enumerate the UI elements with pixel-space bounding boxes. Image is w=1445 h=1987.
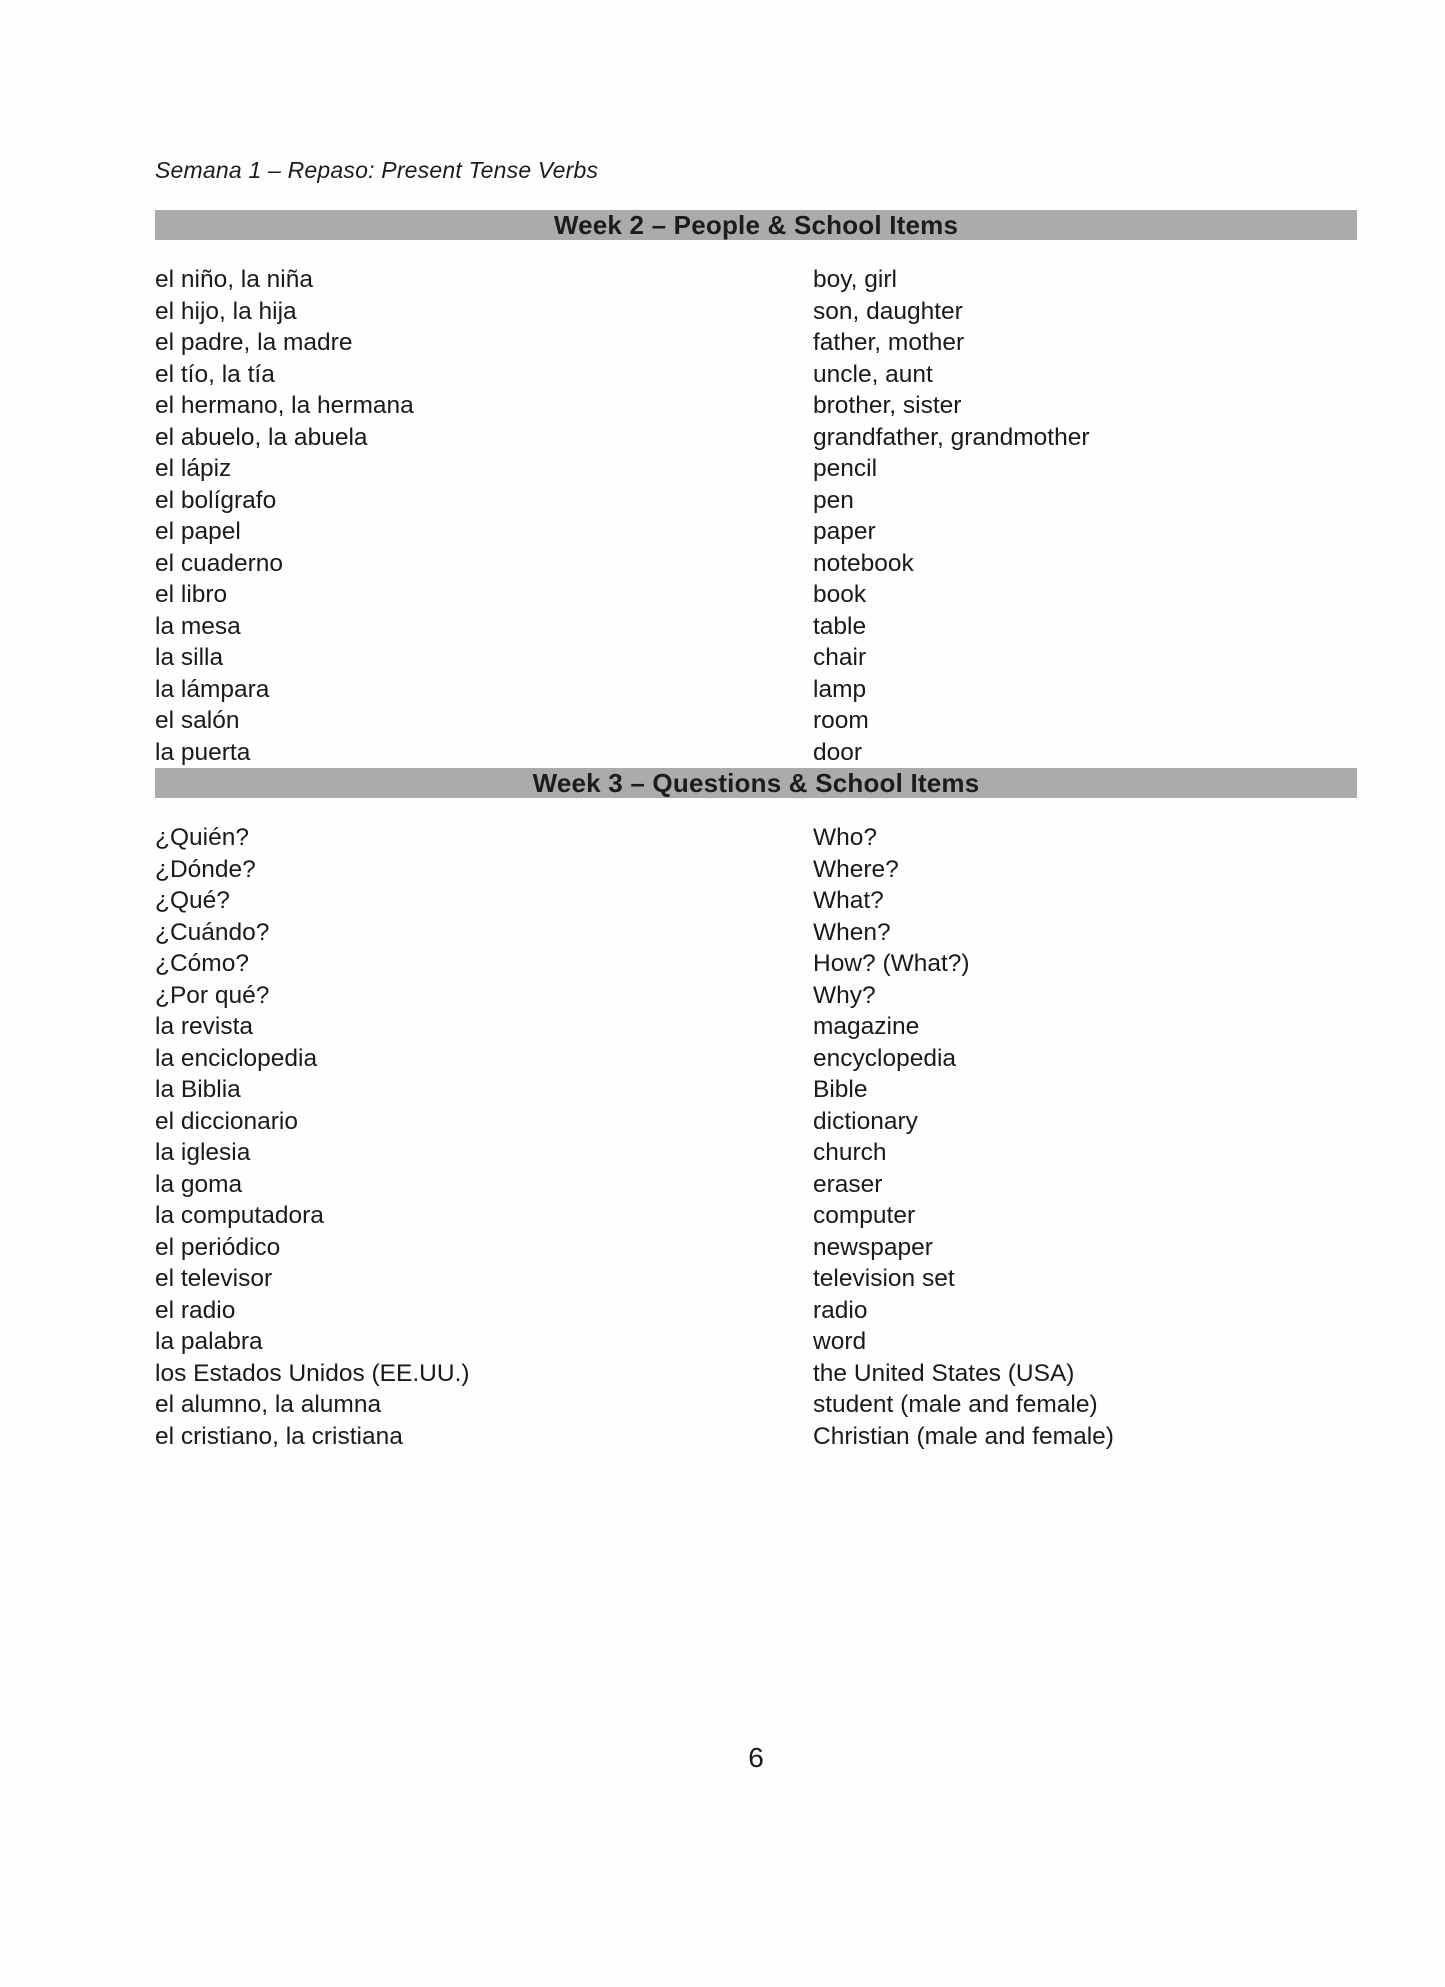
spanish-term: la Biblia — [155, 1076, 241, 1103]
spanish-term: ¿Quién? — [155, 824, 249, 851]
spanish-term: ¿Por qué? — [155, 981, 270, 1009]
vocab-row — [155, 359, 1357, 391]
section-title: Week 2 – People & School Items — [553, 209, 959, 240]
sections — [155, 210, 1357, 1452]
spanish-term: el lápiz — [155, 455, 232, 482]
vocab-row — [155, 917, 1357, 949]
vocab-row — [155, 1137, 1357, 1169]
english-term: uncle, aunt — [813, 360, 933, 388]
english-term: newspaper — [813, 1233, 933, 1261]
english-term: lamp — [813, 675, 867, 703]
vocab-section — [155, 210, 1357, 768]
english-term: room — [813, 707, 869, 734]
vocab-row — [155, 948, 1357, 980]
english-term: son, daughter — [813, 297, 963, 325]
spanish-term: la palabra — [155, 1328, 263, 1355]
spanish-term: la lámpara — [155, 675, 270, 703]
english-term: television set — [813, 1265, 955, 1292]
english-term: notebook — [813, 549, 914, 577]
vocab-row — [155, 1074, 1357, 1106]
spanish-term: la enciclopedia — [155, 1044, 318, 1072]
section-title: Week 3 – Questions & School Items — [532, 767, 980, 798]
spanish-term: el cuaderno — [155, 549, 284, 577]
english-term: radio — [813, 1296, 868, 1324]
vocab-row — [155, 1295, 1357, 1327]
english-term: When? — [813, 918, 891, 946]
vocab-row — [155, 516, 1357, 548]
english-term: Who? — [813, 824, 878, 851]
vocab-row — [155, 296, 1357, 328]
vocab-row — [155, 1169, 1357, 1201]
english-term: boy, girl — [813, 266, 897, 293]
spanish-term: el tío, la tía — [155, 360, 275, 388]
spanish-term: el alumno, la alumna — [155, 1391, 382, 1418]
vocab-row — [155, 1326, 1357, 1358]
english-term: Where? — [813, 855, 899, 883]
vocab-row — [155, 1421, 1357, 1453]
spanish-term: el abuelo, la abuela — [155, 423, 368, 451]
vocab-row — [155, 1106, 1357, 1138]
vocab-row — [155, 1358, 1357, 1390]
vocab-row — [155, 822, 1357, 854]
spanish-term: la iglesia — [155, 1139, 251, 1166]
english-term: pencil — [813, 455, 878, 482]
vocab-row — [155, 485, 1357, 517]
spanish-term: los Estados Unidos (EE.UU.) — [155, 1359, 470, 1387]
english-term: What? — [813, 887, 884, 914]
vocab-row — [155, 1389, 1357, 1421]
vocab-section — [155, 768, 1357, 1452]
spanish-term: ¿Cómo? — [155, 950, 249, 977]
spanish-term: el padre, la madre — [155, 329, 353, 356]
vocab-row — [155, 548, 1357, 580]
english-term: student (male and female) — [813, 1391, 1098, 1418]
spanish-term: el hermano, la hermana — [155, 392, 414, 419]
english-term: brother, sister — [813, 392, 962, 419]
english-term: paper — [813, 518, 876, 545]
english-term: pen — [813, 486, 854, 514]
doc-title: Semana 1 – Repaso: Present Tense Verbs — [155, 157, 599, 183]
vocab-row — [155, 611, 1357, 643]
vocab-row — [155, 737, 1357, 769]
english-term: Bible — [813, 1076, 868, 1103]
spanish-term: el cristiano, la cristiana — [155, 1422, 403, 1450]
spanish-term: la revista — [155, 1013, 254, 1040]
vocab-row — [155, 579, 1357, 611]
english-term: How? (What?) — [813, 950, 970, 977]
vocab-list — [155, 264, 1357, 768]
english-term: encyclopedia — [813, 1044, 957, 1072]
vocab-row — [155, 885, 1357, 917]
english-term: chair — [813, 644, 867, 671]
spanish-term: ¿Qué? — [155, 887, 230, 914]
vocab-row — [155, 1263, 1357, 1295]
english-term: dictionary — [813, 1107, 918, 1135]
english-term: word — [813, 1328, 867, 1355]
spanish-term: ¿Cuándo? — [155, 918, 270, 946]
vocab-row — [155, 642, 1357, 674]
vocab-row — [155, 453, 1357, 485]
english-term: the United States (USA) — [813, 1359, 1075, 1387]
english-term: father, mother — [813, 329, 965, 356]
page-number: 6 — [748, 1742, 764, 1773]
spanish-term: el salón — [155, 707, 240, 734]
spanish-term: el papel — [155, 518, 241, 545]
vocab-row — [155, 980, 1357, 1012]
spanish-term: el radio — [155, 1296, 236, 1324]
english-term: church — [813, 1139, 887, 1166]
spanish-term: el libro — [155, 581, 228, 608]
vocab-row — [155, 1043, 1357, 1075]
vocab-row — [155, 674, 1357, 706]
vocab-row — [155, 390, 1357, 422]
vocab-row — [155, 705, 1357, 737]
spanish-term: el niño, la niña — [155, 266, 314, 293]
english-term: magazine — [813, 1013, 920, 1040]
section-header-bar — [155, 768, 1357, 798]
spanish-term: ¿Dónde? — [155, 855, 256, 883]
english-term: computer — [813, 1202, 916, 1229]
vocab-row — [155, 1232, 1357, 1264]
section-header-bar — [155, 210, 1357, 240]
spanish-term: el hijo, la hija — [155, 297, 297, 325]
english-term: Christian (male and female) — [813, 1422, 1114, 1450]
spanish-term: la computadora — [155, 1202, 324, 1229]
vocab-row — [155, 422, 1357, 454]
vocab-row — [155, 1200, 1357, 1232]
english-term: eraser — [813, 1170, 883, 1198]
spanish-term: el diccionario — [155, 1107, 298, 1135]
vocab-row — [155, 1011, 1357, 1043]
spanish-term: el bolígrafo — [155, 486, 277, 514]
spanish-term: la silla — [155, 644, 224, 671]
spanish-term: el periódico — [155, 1233, 281, 1261]
english-term: grandfather, grandmother — [813, 423, 1090, 451]
spanish-term: la goma — [155, 1170, 243, 1198]
english-term: door — [813, 738, 863, 766]
english-term: Why? — [813, 981, 876, 1009]
english-term: table — [813, 612, 867, 640]
vocab-row — [155, 264, 1357, 296]
vocab-row — [155, 327, 1357, 359]
spanish-term: el televisor — [155, 1265, 273, 1292]
vocab-list — [155, 822, 1357, 1452]
vocab-row — [155, 854, 1357, 886]
spanish-term: la puerta — [155, 738, 251, 766]
english-term: book — [813, 581, 867, 608]
spanish-term: la mesa — [155, 612, 241, 640]
